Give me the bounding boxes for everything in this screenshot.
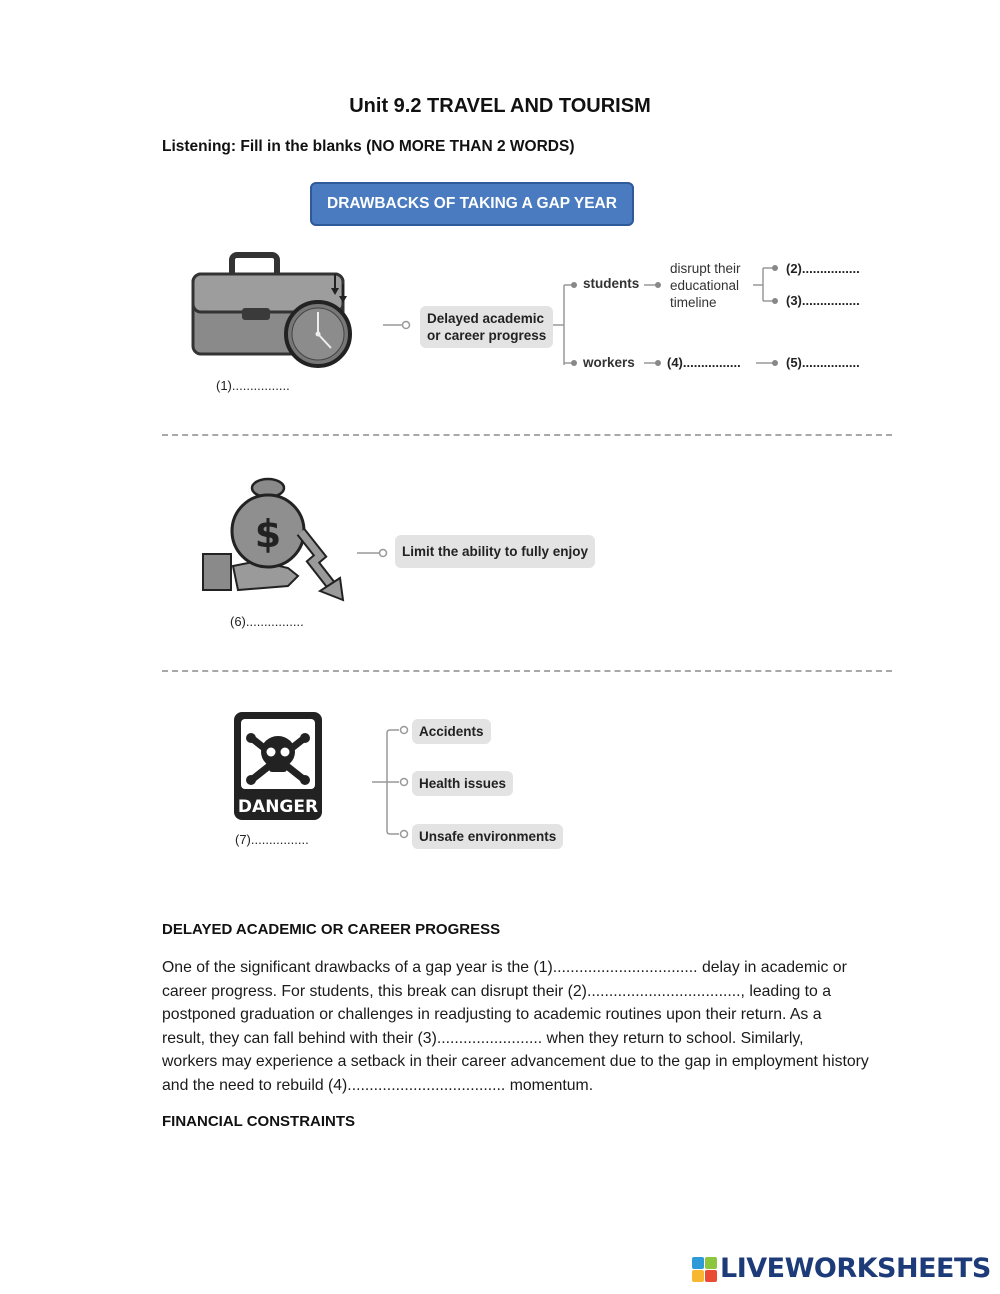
node-line: disrupt their <box>670 261 741 276</box>
paragraph-delayed <box>162 956 907 1097</box>
node-disrupt <box>670 260 741 311</box>
paragraph-line: One of the significant drawbacks of a gap year is the (1)................................. delay in academic or <box>162 959 847 976</box>
page-title: Unit 9.2 TRAVEL AND TOURISM <box>349 95 651 117</box>
briefcase-clock-icon <box>185 248 365 373</box>
paragraph-line: career progress. For students, this break can disrupt their (2)..................................., leading to a <box>162 982 832 1000</box>
diagram-banner: DRAWBACKS OF TAKING A GAP YEAR <box>310 182 634 226</box>
divider <box>162 670 892 672</box>
logo-blocks-icon <box>692 1257 718 1283</box>
blank-1[interactable]: (1)................ <box>216 378 290 393</box>
divider <box>162 434 892 436</box>
blank-4[interactable]: (4)................ <box>667 355 741 370</box>
node-accidents: Accidents <box>412 719 491 744</box>
blank-2[interactable]: (2)................ <box>786 261 860 276</box>
node-students: students <box>583 276 640 291</box>
section-heading-delayed: DELAYED ACADEMIC OR CAREER PROGRESS <box>162 921 501 938</box>
section-heading-financial: FINANCIAL CONSTRAINTS <box>162 1113 356 1130</box>
paragraph-line: result, they can fall behind with their (3)........................ when they return to school. Similarly, <box>162 1029 804 1047</box>
paragraph-line: and the need to rebuild (4).................................... momentum. <box>162 1076 594 1094</box>
paragraph-line: postponed graduation or challenges in readjusting to academic routines upon their return. As a <box>162 1006 822 1023</box>
node-line: or career progress <box>427 328 547 343</box>
money-bag-down-icon <box>198 476 346 606</box>
connector-lines-3 <box>370 722 415 842</box>
blank-3[interactable]: (3)................ <box>786 293 860 308</box>
node-line: Delayed academic <box>427 311 545 326</box>
blank-5[interactable]: (5)................ <box>786 355 860 370</box>
danger-label: DANGER <box>237 797 319 817</box>
node-unsafe-environments: Unsafe environments <box>412 824 563 849</box>
paragraph-line: workers may experience a setback in their career advancement due to the gap in employment history <box>162 1053 869 1070</box>
instruction: Listening: Fill in the blanks (NO MORE THAN 2 WORDS) <box>162 138 575 155</box>
node-workers: workers <box>583 355 635 370</box>
node-limit-enjoy: Limit the ability to fully enjoy <box>395 535 595 568</box>
danger-skull-icon <box>232 710 324 822</box>
node-line: educational <box>670 278 740 293</box>
svg-text:$: $ <box>254 512 282 556</box>
blank-6[interactable]: (6)................ <box>230 614 304 629</box>
node-line: timeline <box>670 295 717 310</box>
logo-text: LIVEWORKSHEETS <box>720 1253 991 1284</box>
blank-7[interactable]: (7)................ <box>235 832 309 847</box>
connector-line-2 <box>355 545 395 561</box>
node-delayed-progress <box>420 306 553 348</box>
node-health-issues: Health issues <box>412 771 513 796</box>
